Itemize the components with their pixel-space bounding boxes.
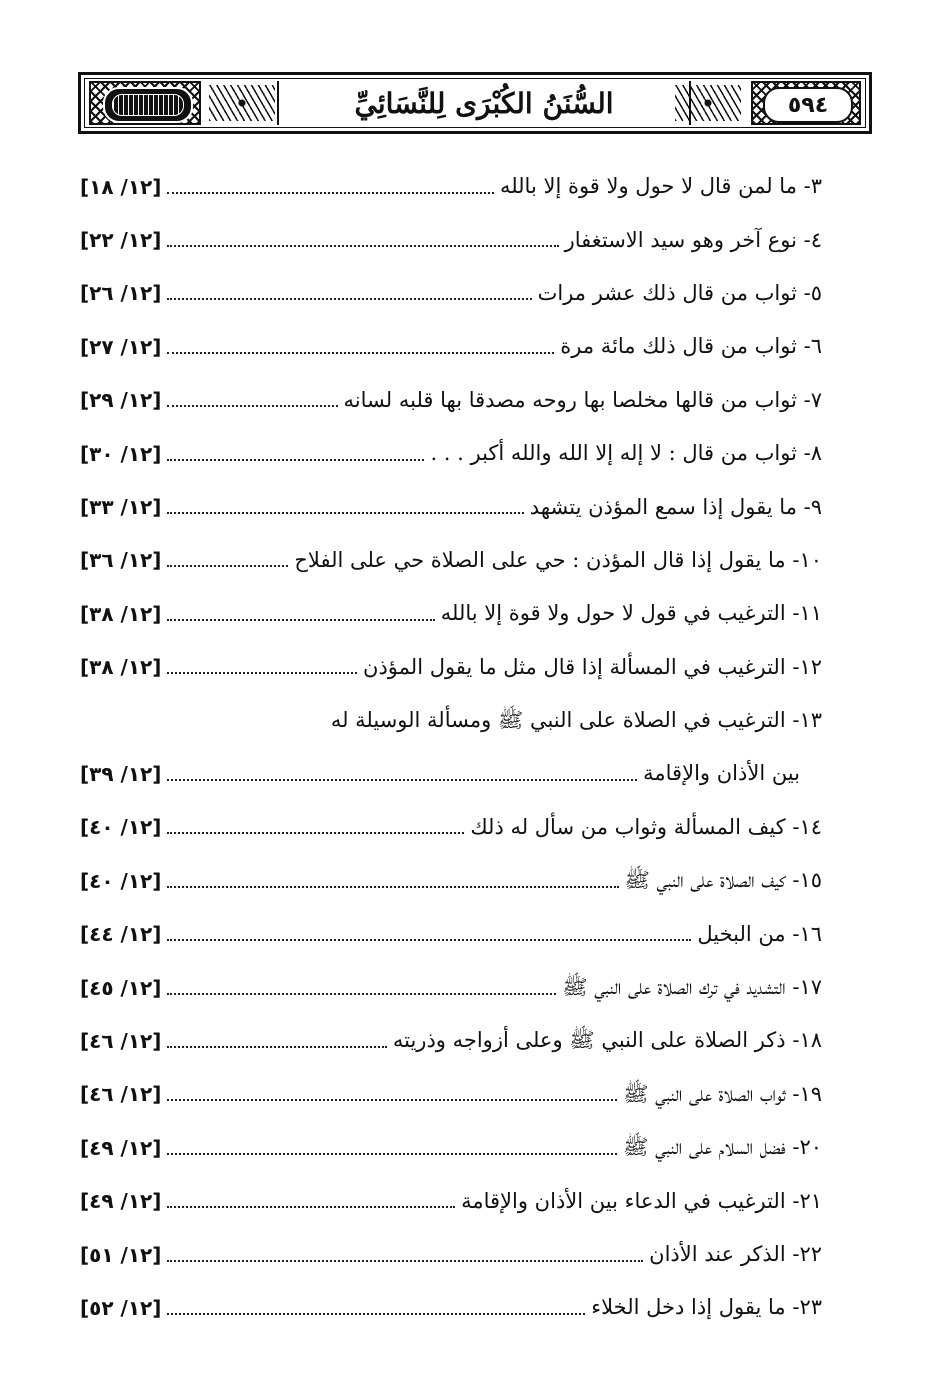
toc-entry-reference: [١٢/ ٢٦] — [80, 281, 162, 306]
dot-leader — [167, 779, 637, 781]
toc-entry-reference: [١٢/ ٢٢] — [80, 228, 162, 253]
toc-entry — [80, 747, 822, 800]
toc-entry — [80, 801, 822, 854]
dot-leader — [167, 939, 691, 941]
dot-leader — [167, 1313, 585, 1315]
toc-entry — [80, 534, 822, 587]
dot-leader — [167, 993, 556, 995]
dot-leader — [167, 886, 618, 888]
toc-entry-reference: [١٢/ ٣٣] — [80, 495, 162, 520]
toc-entry — [80, 907, 822, 960]
toc-entry — [80, 160, 822, 213]
toc-entry — [80, 1174, 822, 1227]
toc-entry-title: ٣- ما لمن قال لا حول ولا قوة إلا بالله — [499, 174, 822, 199]
dot-leader — [167, 459, 424, 461]
dot-leader — [167, 1260, 643, 1262]
toc-entry-title: ١٣- الترغيب في الصلاة على النبي ﷺ ومسألة الوسيلة له — [330, 708, 822, 733]
toc-entry-title: ٢٠- فضل السلام على النبي ﷺ — [623, 1135, 822, 1160]
toc-entry-title: ٦- ثواب من قال ذلك مائة مرة — [560, 334, 822, 359]
toc-entry-reference: [١٢/ ٤٦] — [80, 1082, 162, 1107]
dot-leader — [167, 192, 494, 194]
dot-leader — [167, 245, 558, 247]
page-number: ٥٩٤ — [763, 87, 853, 123]
toc-entry — [80, 374, 822, 427]
toc-entry — [80, 480, 822, 533]
dot-leader — [167, 832, 464, 834]
toc-entry-title: ٥- ثواب من قال ذلك عشر مرات — [537, 280, 822, 305]
dot-leader — [167, 298, 531, 300]
toc-entry — [80, 267, 822, 320]
toc-entry-title: ١٧- التشديد في ترك الصلاة على النبي ﷺ — [562, 975, 822, 1000]
toc-entry-reference: [١٢/ ٤٥] — [80, 975, 162, 1000]
toc-entry-title: ٢١- الترغيب في الدعاء بين الأذان والإقامة — [461, 1188, 822, 1213]
header-right-ornament — [751, 81, 861, 125]
dot-leader — [167, 352, 554, 354]
toc-entry-title: ١٩- ثواب الصلاة على النبي ﷺ — [623, 1081, 822, 1106]
toc-entry-reference: [١٢/ ٤٩] — [80, 1189, 162, 1214]
toc-entry-title: ٨- ثواب من قال : لا إله إلا الله والله أكبر . . . — [430, 441, 822, 466]
page-header — [78, 72, 872, 134]
toc-entry-reference: [١٢/ ٢٧] — [80, 334, 162, 359]
toc-entry-reference: [١٢/ ٤٠] — [80, 815, 162, 840]
toc-entry-title: ١٠- ما يقول إذا قال المؤذن : حي على الصلاة حي على الفلاح — [294, 547, 822, 572]
toc-entry — [80, 1014, 822, 1067]
toc-entry-reference: [١٢/ ٣٩] — [80, 761, 162, 786]
toc-entry-title: ١٥- كيف الصلاة على النبي ﷺ — [624, 868, 822, 893]
book-title: السُّنَنُ الكُبْرَى لِلنَّسَائِيِّ — [354, 86, 614, 120]
toc-entry — [80, 1281, 822, 1334]
dot-leader — [167, 672, 357, 674]
ornament-icon — [209, 85, 275, 121]
toc-entry-reference: [١٢/ ٣٨] — [80, 601, 162, 626]
dot-leader — [167, 405, 337, 407]
dot-leader — [167, 512, 523, 514]
toc-entry-reference: [١٢/ ٤٤] — [80, 922, 162, 947]
toc-entry-title: بين الأذان والإقامة — [643, 761, 800, 786]
ornament-icon — [675, 85, 741, 121]
toc-entry-reference: [١٢/ ٢٩] — [80, 388, 162, 413]
publisher-logo-icon — [103, 87, 193, 123]
toc-entry-title: ١٦- من البخيل — [697, 921, 822, 946]
dot-leader — [167, 1153, 617, 1155]
toc-entry-title: ٧- ثواب من قالها مخلصا بها روحه مصدقا بها قلبه لسانه — [343, 387, 822, 412]
toc-entry-reference: [١٢/ ٤٦] — [80, 1028, 162, 1053]
toc-entry — [80, 641, 822, 694]
toc-entry-reference: [١٢/ ٤٩] — [80, 1135, 162, 1160]
toc-entry-reference: [١٢/ ٣٨] — [80, 655, 162, 680]
toc-entry — [80, 587, 822, 640]
toc-entry-reference: [١٢/ ٥١] — [80, 1242, 162, 1267]
toc-entry-reference: [١٢/ ٤٠] — [80, 868, 162, 893]
toc-entry — [80, 694, 822, 747]
logo-pattern — [112, 94, 184, 116]
dot-leader — [167, 1046, 386, 1048]
toc-entry-title: ١٤- كيف المسألة وثواب من سأل له ذلك — [470, 814, 822, 839]
toc-entry-title: ٢٣- ما يقول إذا دخل الخلاء — [591, 1295, 822, 1320]
toc-entry — [80, 1228, 822, 1281]
toc-entry — [80, 213, 822, 266]
toc-entry — [80, 961, 822, 1014]
toc-entry-reference: [١٢/ ٣٠] — [80, 441, 162, 466]
header-title-panel — [277, 81, 691, 125]
toc-entry — [80, 1068, 822, 1121]
toc-entry-title: ١٨- ذكر الصلاة على النبي ﷺ وعلى أزواجه وذريته — [392, 1028, 822, 1053]
toc-entry-title: ٩- ما يقول إذا سمع المؤذن يتشهد — [529, 494, 822, 519]
toc-entry-title: ١٢- الترغيب في المسألة إذا قال مثل ما يقول المؤذن — [363, 654, 822, 679]
dot-leader — [167, 1206, 455, 1208]
dot-leader — [167, 1099, 617, 1101]
toc-entry — [80, 854, 822, 907]
toc-entry-reference: [١٢/ ١٨] — [80, 174, 162, 199]
toc-entry-title: ٤- نوع آخر وهو سيد الاستغفار — [564, 227, 822, 252]
dot-leader — [167, 565, 288, 567]
toc-entry-title: ١١- الترغيب في قول لا حول ولا قوة إلا بالله — [440, 601, 822, 626]
toc-entry-title: ٢٢- الذكر عند الأذان — [649, 1242, 822, 1266]
toc-entry-reference: [١٢/ ٣٦] — [80, 548, 162, 573]
toc-entry — [80, 427, 822, 480]
table-of-contents — [80, 160, 822, 1335]
dot-leader — [167, 619, 434, 621]
toc-entry — [80, 1121, 822, 1174]
toc-entry — [80, 320, 822, 373]
toc-entry-reference: [١٢/ ٥٢] — [80, 1295, 162, 1320]
header-left-ornament — [89, 81, 201, 125]
